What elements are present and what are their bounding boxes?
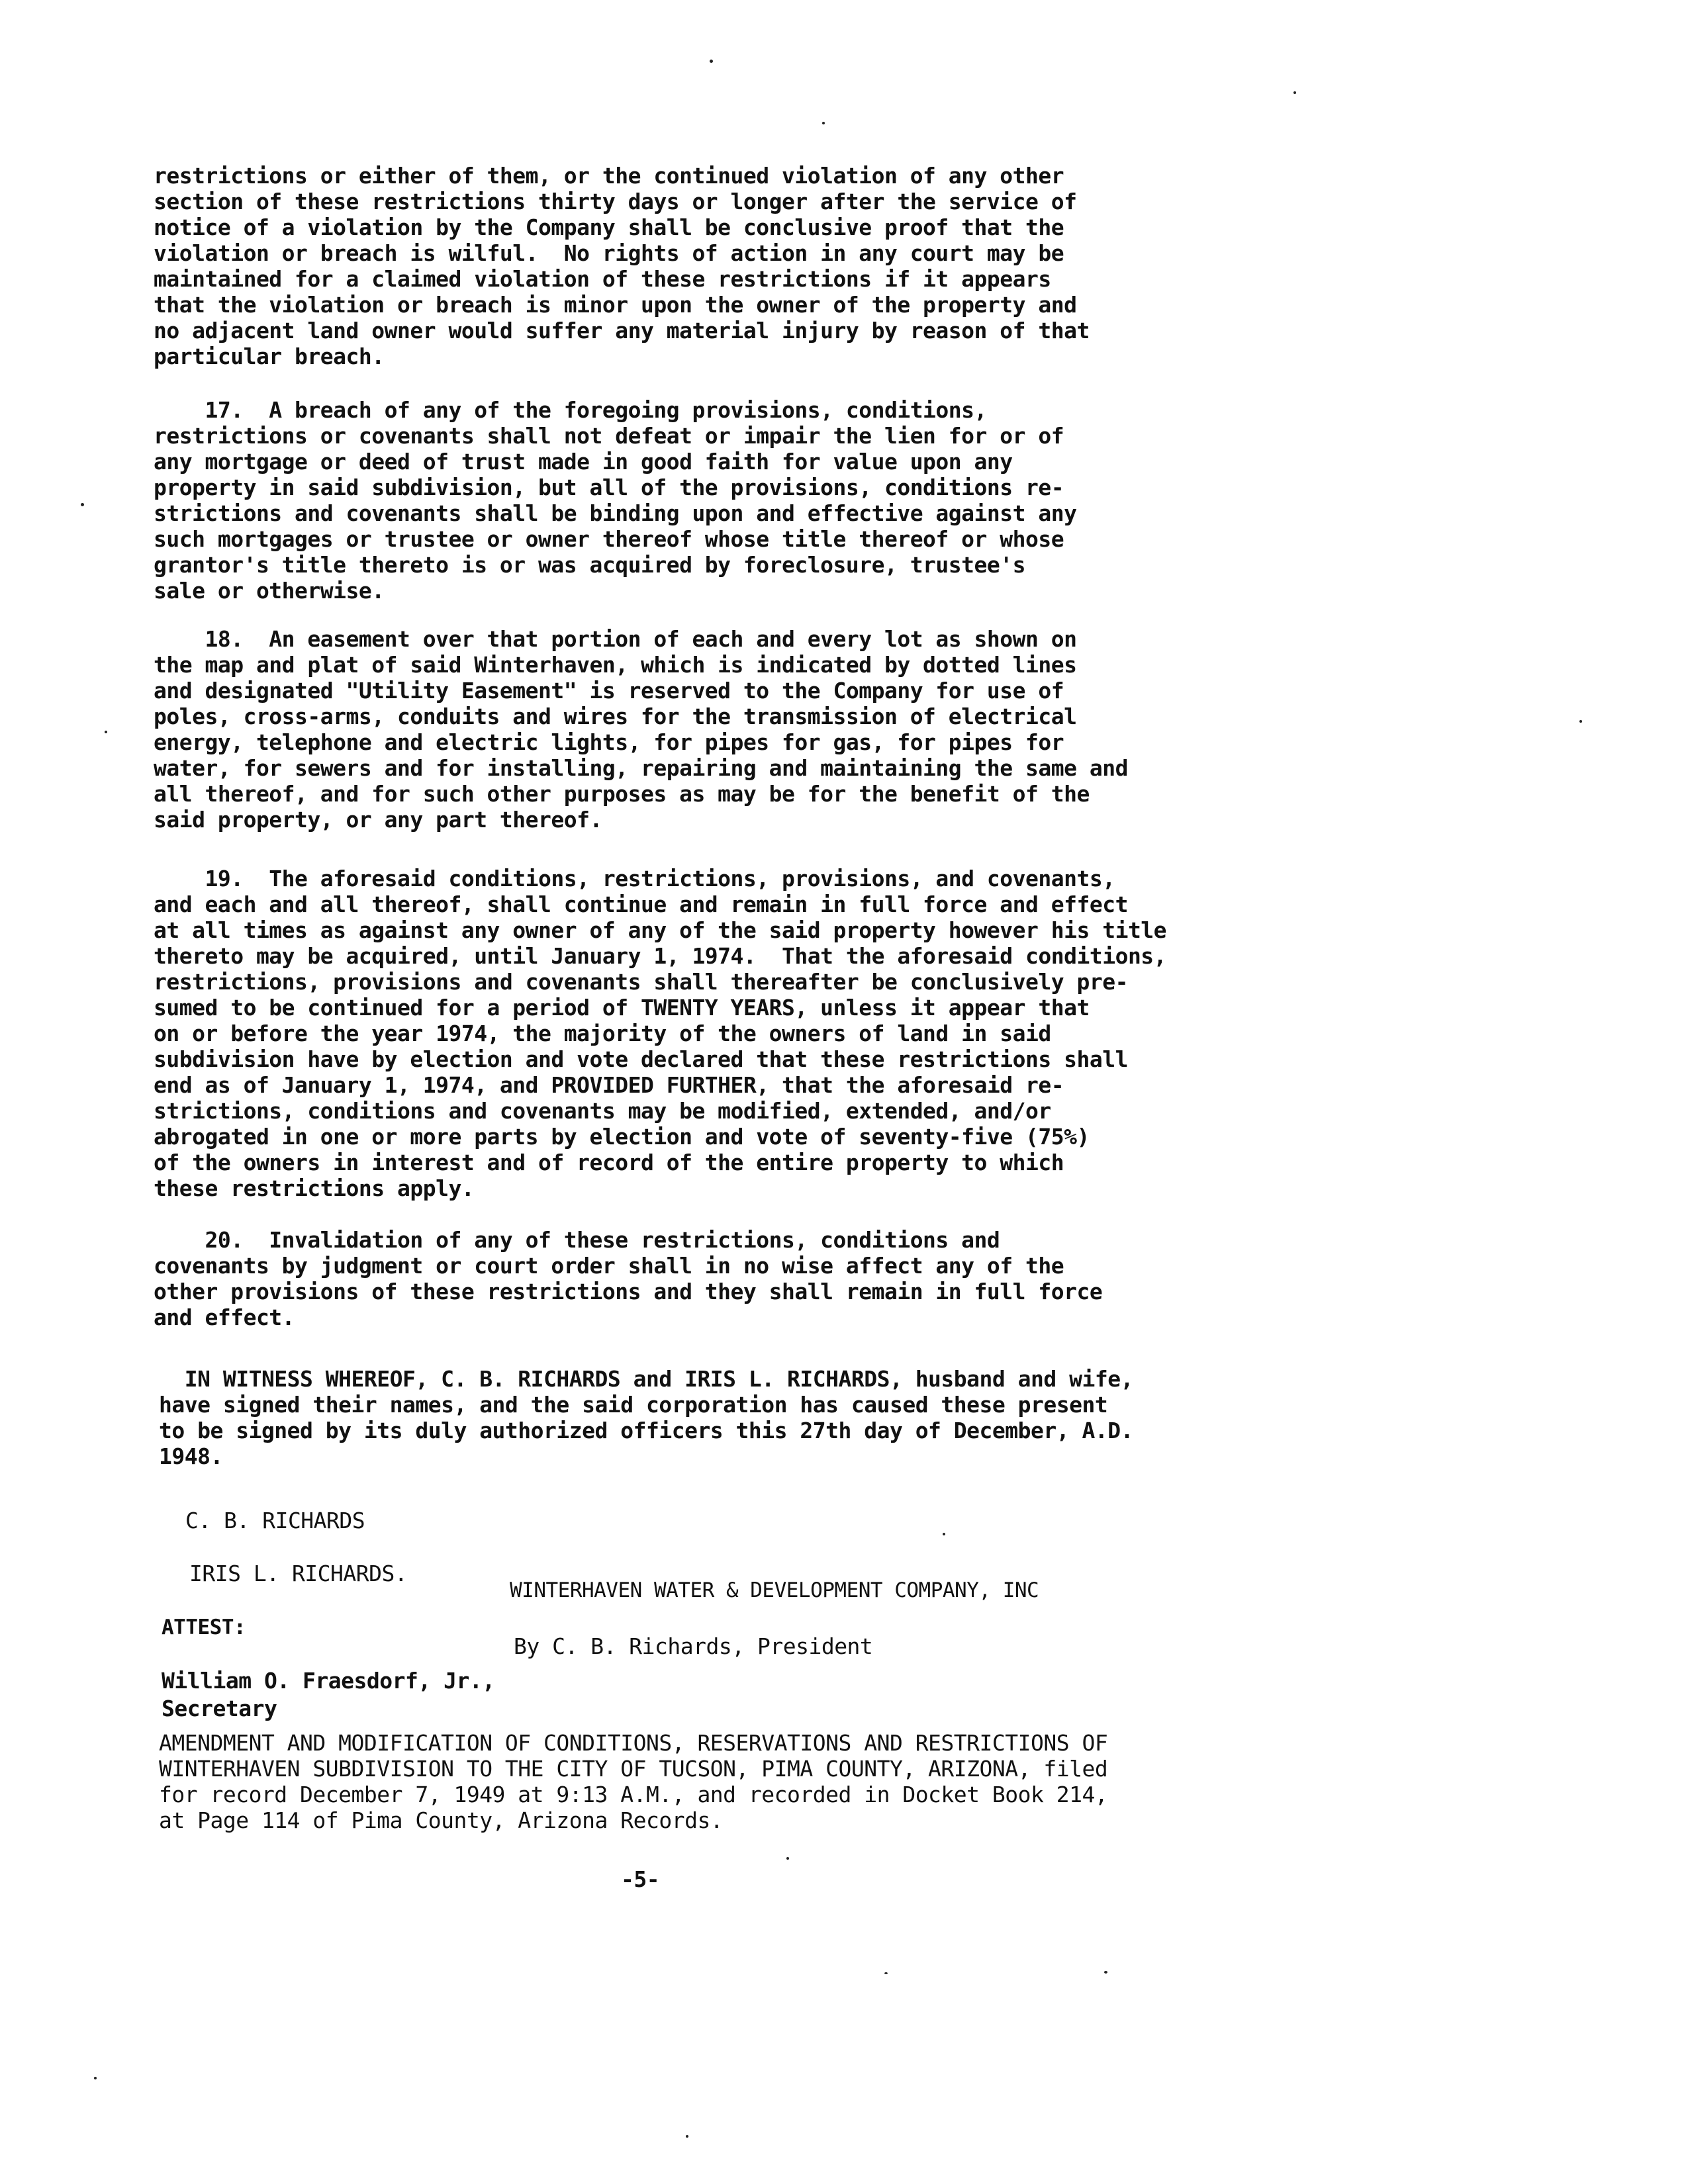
scan-speck (686, 2135, 688, 2138)
text-line: at Page 114 of Pima County, Arizona Records. (159, 1807, 724, 1833)
text-line: no adjacent land owner would suffer any material injury by reason of that (154, 318, 1090, 343)
text-line: and effect. (154, 1304, 295, 1330)
text-line: property in said subdivision, but all of the provisions, conditions re- (154, 475, 1064, 500)
text-line: such mortgages or trustee or owner thereof whose title thereof or whose (154, 526, 1064, 552)
president-signature: By C. B. Richards, President (514, 1633, 873, 1659)
text-line: have signed their names, and the said corporation has caused these present (159, 1392, 1108, 1418)
signature-cb-richards: C. B. RICHARDS (185, 1508, 365, 1533)
company-name: WINTERHAVEN WATER & DEVELOPMENT COMPANY, INC (510, 1578, 1039, 1602)
signature-iris-richards: IRIS L. RICHARDS. (189, 1561, 408, 1586)
text-line: any mortgage or deed of trust made in good faith for value upon any (154, 449, 1013, 475)
text-line: at all times as against any owner of any of the said property however his title (154, 917, 1167, 943)
scan-speck (786, 1857, 789, 1860)
text-line: said property, or any part thereof. (154, 807, 602, 833)
text-line: on or before the year 1974, the majority of the owners of land in said (154, 1021, 1051, 1046)
amendment-note (159, 1730, 1192, 1833)
scan-speck (943, 1533, 945, 1535)
text-line: other provisions of these restrictions and they shall remain in full force (154, 1279, 1103, 1304)
text-line: subdivision have by election and vote declared that these restrictions shall (154, 1046, 1128, 1072)
paragraph-18 (154, 626, 1186, 833)
text-line: sumed to be continued for a period of TWENTY YEARS, unless it appear that (154, 995, 1090, 1021)
text-line: and designated "Utility Easement" is reserved to the Company for use of (154, 678, 1064, 704)
text-line: strictions, conditions and covenants may be modified, extended, and/or (154, 1098, 1051, 1124)
text-line: water, for sewers and for installing, repairing and maintaining the same and (154, 755, 1128, 781)
text-line: particular breach. (154, 343, 385, 369)
text-line: energy, telephone and electric lights, for pipes for gas, for pipes for (154, 729, 1064, 755)
text-line: end as of January 1, 1974, and PROVIDED FURTHER, that the aforesaid re- (154, 1072, 1064, 1098)
text-line: these restrictions apply. (154, 1175, 475, 1201)
text-line: covenants by judgment or court order shall in no wise affect any of the (154, 1253, 1064, 1279)
text-line: AMENDMENT AND MODIFICATION OF CONDITIONS, RESERVATIONS AND RESTRICTIONS OF (159, 1730, 1108, 1756)
text-line: poles, cross-arms, conduits and wires for the transmission of electrical (154, 704, 1077, 729)
scan-speck (1293, 91, 1296, 94)
text-line: 18. An easement over that portion of each and every lot as shown on (154, 626, 1077, 652)
text-line: restrictions or either of them, or the continued violation of any other (154, 163, 1064, 189)
text-line: 20. Invalidation of any of these restrictions, conditions and (154, 1227, 1000, 1253)
scan-speck (884, 1972, 888, 1974)
text-line: restrictions, provisions and covenants shall thereafter be conclusively pre- (154, 969, 1128, 995)
paragraph-20 (154, 1227, 1186, 1330)
secretary-name: William O. Fraesdorf, Jr., (162, 1668, 495, 1694)
text-line: and each and all thereof, shall continue and remain in full force and effect (154, 891, 1128, 917)
paragraph-17 (154, 397, 1186, 604)
text-line: 1948. (159, 1443, 223, 1469)
page-number: -5- (621, 1866, 660, 1892)
scan-speck (105, 731, 107, 733)
paragraph-19 (154, 866, 1186, 1201)
text-line: IN WITNESS WHEREOF, C. B. RICHARDS and IRIS L. RICHARDS, husband and wife, (159, 1366, 1133, 1392)
text-line: strictions and covenants shall be binding upon and effective against any (154, 500, 1077, 526)
text-line: grantor's title thereto is or was acquired by foreclosure, trustee's (154, 552, 1026, 578)
text-line: to be signed by its duly authorized officers this 27th day of December, A.D. (159, 1418, 1133, 1443)
text-line: notice of a violation by the Company shall be conclusive proof that the (154, 214, 1064, 240)
scan-speck (94, 2077, 97, 2079)
text-line: all thereof, and for such other purposes as may be for the benefit of the (154, 781, 1090, 807)
scan-speck (81, 503, 84, 506)
text-line: restrictions or covenants shall not defeat or impair the lien for or of (154, 423, 1064, 449)
text-line: sale or otherwise. (154, 578, 385, 604)
witness-clause (159, 1366, 1192, 1469)
text-line: 17. A breach of any of the foregoing provisions, conditions, (154, 397, 987, 423)
text-line: section of these restrictions thirty days or longer after the service of (154, 189, 1077, 214)
text-line: 19. The aforesaid conditions, restrictions, provisions, and covenants, (154, 866, 1115, 891)
scan-speck (822, 122, 825, 124)
scan-speck (710, 60, 713, 63)
text-line: the map and plat of said Winterhaven, which is indicated by dotted lines (154, 652, 1077, 678)
text-line: violation or breach is wilful. No rights of action in any court may be (154, 240, 1064, 266)
paragraph-16-continued (154, 163, 1186, 369)
text-line: of the owners in interest and of record of the entire property to which (154, 1150, 1064, 1175)
text-line: abrogated in one or more parts by election and vote of seventy-five (75%) (154, 1124, 1090, 1150)
text-line: that the violation or breach is minor upon the owner of the property and (154, 292, 1077, 318)
secretary-title: Secretary (162, 1696, 277, 1721)
scan-speck (1104, 1971, 1107, 1974)
text-line: thereto may be acquired, until January 1, 1974. That the aforesaid conditions, (154, 943, 1167, 969)
text-line: WINTERHAVEN SUBDIVISION TO THE CITY OF TUCSON, PIMA COUNTY, ARIZONA, filed (159, 1756, 1108, 1782)
text-line: for record December 7, 1949 at 9:13 A.M., and recorded in Docket Book 214, (159, 1782, 1108, 1807)
scan-speck (1579, 720, 1582, 723)
attest-label: ATTEST: (162, 1615, 246, 1639)
text-line: maintained for a claimed violation of these restrictions if it appears (154, 266, 1051, 292)
